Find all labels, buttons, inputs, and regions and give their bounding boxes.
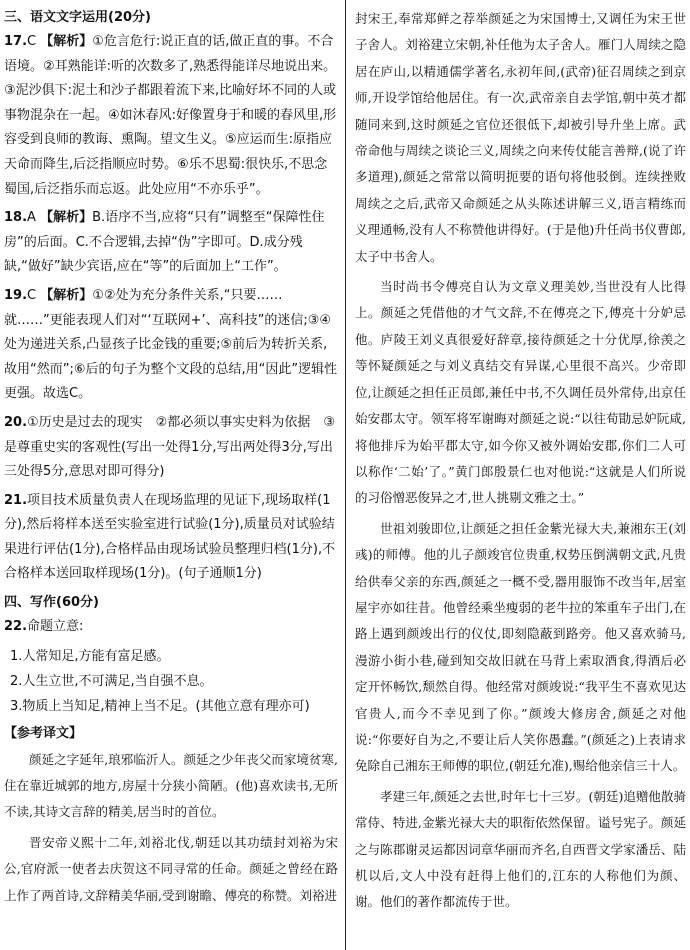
- theme-item: 1.人常知足,方能有富足感。: [10, 648, 170, 664]
- translation-heading: 【参考译文】: [4, 725, 83, 741]
- translation-paragraph: 颜延之字延年,琅邪临沂人。颜延之少年丧父而家境贫寒,住在靠近城郭的地方,房屋十分狭小简陋。(他)喜欢读书,无所不读,其诗文言辞的精美,居当时的首位。: [4, 751, 338, 820]
- answer-choice: A: [27, 210, 36, 226]
- analysis-tag: 【解析】: [40, 210, 93, 226]
- left-column: [0, 0, 344, 950]
- answer-text: B.语序不当,应将“只有”调整至“保障性住房”的后面。C.不合逻辑,去掉“伪”字即可。D.成分残缺,“做好”缺少宾语,应在“等”的后面加上“工作”。: [4, 210, 325, 275]
- answer-text: ①历史是过去的现实 ②都必须以事实史料为依据 ③是尊重史实的客观性(写出一处得1分,写出两处得3分,写出三处得5分,意思对即可得分): [4, 414, 335, 480]
- theme-item: 3.物质上当知足,精神上当不足。(其他立意有理亦可): [10, 698, 310, 714]
- answer-text: 项目技术质量负责人在现场监理的见证下,现场取样(1分),然后将样本送至实验室进行试验(1分),质量员对试验结果进行评估(1分),合格样品由现场试验员整理归档(1分),不合格样本送回取样现场(1分)。(句子通顺1分): [4, 492, 336, 582]
- answer-number: 20.: [4, 414, 28, 430]
- answer-18: [4, 206, 338, 280]
- translation-paragraph: 晋安帝义熙十二年,刘裕北伐,朝廷以其功绩封刘裕为宋公,官府派一使者去庆贺这不同寻常的任命。颜延之曾经在路上作了两首诗,文辞精美华丽,受到谢瞻、傅亮的称赞。刘裕进: [4, 834, 338, 903]
- right-column: [349, 0, 690, 950]
- answer-20: [4, 411, 338, 485]
- answer-choice: C: [27, 34, 37, 49]
- translation-paragraph: 封宋王,奉常郑鲜之荐举颜延之为宋国博士,又调任为宋王世子舍人。刘裕建立宋朝,补任他为太子舍人。雁门人周续之隐居在庐山,以精通儒学著名,永初年间,(武帝)征召周续之到京师,开设学馆给他居住。有一次,武帝亲自去学馆,朝中英才都随同来到,这时颜延之官位还很低下,却被引导升坐上席。武帝命他与周续之谈论三义,周续之向来传仗能言善辩,(说了许多道理),颜延之常常以简明扼要的语句将他驳倒。连续挫败周续之之后,武帝又命颜延之从头陈述讲解三义,语言精练而义理通畅,没有人不称赞他讲得好。(于是他)升任尚书仪曹郎,太子中书舍人。: [355, 11, 686, 264]
- answer-choice: C: [27, 287, 37, 303]
- analysis-tag: 【解析】: [40, 287, 93, 303]
- answer-21: [4, 489, 338, 587]
- answer-number: 18.: [4, 210, 28, 226]
- theme-item: 2.人生立世,不可满足,当自强不息。: [10, 673, 213, 689]
- column-divider: [345, 0, 346, 950]
- prompt-title: 命题立意:: [27, 619, 84, 635]
- analysis-tag: 【解析】: [40, 34, 93, 49]
- translation-paragraph: 世祖刘骏即位,让颜延之担任金紫光禄大夫,兼湘东王(刘彧)的师傅。他的儿子颜竣官位贵重,权势压倒满朝文武,凡贵给供奉父亲的东西,颜延之一概不受,器用服饰不改当年,居室屋宇亦如往昔。他曾经乘坐瘦弱的老牛拉的笨重车子出门,在路上遇到颜竣出行的仪仗,即刻隐蔽到路旁。他又喜欢骑马,漫游小街小巷,碰到知交故旧就在马背上索取酒食,得酒后必定开怀畅饮,颓然自得。他经常对颜竣说:“我平生不喜欢见达官贵人,而今不幸见到了你。”颜竣大修房舍,颜延之对他说:“你要好自为之,不要让后人笑你愚蠢。”(颜延之)上表请求免除自己湘东王师傅的职位,(朝廷允准),赐给他亲信三十人。: [355, 520, 686, 774]
- section-4-heading: 四、写作(60分): [4, 595, 99, 611]
- answer-number: 22.: [4, 619, 28, 635]
- translation-paragraph: 当时尚书令傅亮自认为文章义理美妙,当世没有人比得上。颜延之凭借他的才气文辞,不在傅亮之下,傅亮十分妒忌他。庐陵王刘义真很爱好辞章,接待颜延之十分优厚,徐羡之等怀疑颜延之与刘义真结交有异谋,心里很不高兴。少帝即位,让颜延之担任正员郎,兼任中书,不久调任员外常侍,出京任始安郡太守。领军将军谢晦对颜延之说:“以往荀勖忌妒阮咸,将他排斥为始平郡太守,如今你又被外调始安郡,你们二人可以称作‘二始’了。”黄门郎殷景仁也对他说:“这就是人们所说的习俗憎恶俊异之才,世人挑剔文雅之士。”: [355, 279, 686, 506]
- answer-19: [4, 284, 338, 407]
- answer-number: 21.: [4, 492, 28, 508]
- answer-text: ①危言危行:说正直的话,做正直的事。不合语境。②耳熟能详:听的次数多了,熟悉得能详尽地说出来。③泥沙俱下:泥土和沙子都跟着流下来,比喻好坏不同的人或事物混杂在一起。④如沐春风:好像置身于和暖的春风里,形容受到良师的教诲、熏陶。望文生义。⑤应运而生:原指应天命而降生,后泛指顺应时势。⑥乐不思蜀:很快乐,不思念蜀国,后泛指乐而忘返。此处应用“不亦乐乎”。: [4, 34, 337, 197]
- answer-22: [4, 615, 338, 640]
- answer-number: 19.: [4, 287, 28, 303]
- answer-number: 17.: [4, 34, 28, 49]
- section-3-heading: 三、语文文字运用(20分): [4, 10, 151, 25]
- translation-paragraph: 孝建三年,颜延之去世,时年七十三岁。(朝廷)追赠他散骑常侍、特进,金紫光禄大夫的职衔依然保留。谥号宪子。颜延之与陈郡谢灵运都因词章华丽而齐名,自西晋文学家潘岳、陆机以后,文人中没有赶得上他们的,江东的人称他们为颜、谢。他们的著作都流传于世。: [355, 788, 686, 910]
- answer-17: [4, 30, 338, 202]
- answer-text: ①②处为充分条件关系,“只要……就……”更能表现人们对“‘互联网+’、高科技”的迷信;③④处为递进关系,凸显孩子比金钱的重要;⑤前后为转折关系,故用“然而”;⑥后的句子为整个文段的总结,用“因此”逻辑性更强。故选C。: [4, 287, 338, 402]
